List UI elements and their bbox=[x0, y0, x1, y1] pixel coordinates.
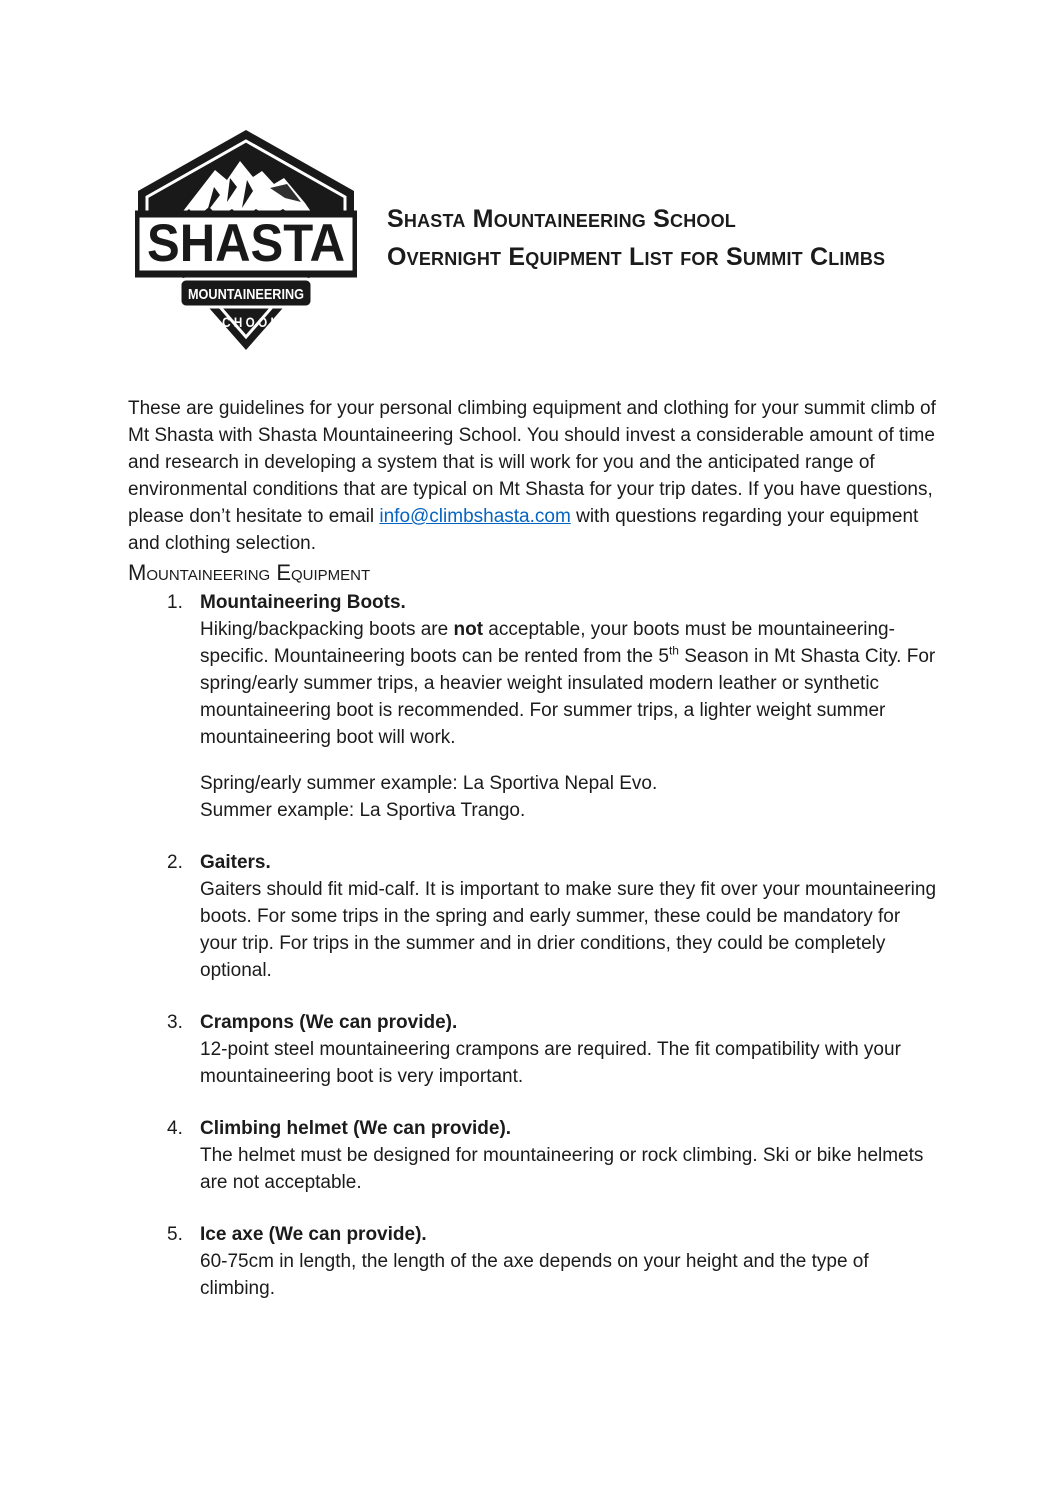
ordinal-superscript: th bbox=[668, 643, 679, 658]
shasta-logo bbox=[135, 128, 357, 352]
logo-subword-school: SCHOOL bbox=[211, 314, 281, 330]
item-body: Gaiters should fit mid-calf. It is important to make sure they fit over your mountaineering boots. For some trips in the spring and early summer, these could be mandatory for your trip. For trips in the summer and in drier conditions, they could be completely optional. bbox=[200, 879, 937, 981]
item-number: 1. bbox=[167, 592, 183, 613]
intro-paragraph bbox=[128, 395, 946, 557]
email-link[interactable]: info@climbshasta.com bbox=[379, 506, 571, 527]
item-title: Ice axe (We can provide). bbox=[200, 1224, 427, 1245]
item-body bbox=[200, 616, 940, 751]
equipment-list bbox=[128, 589, 948, 1327]
doc-title-line1: Shasta Mountaineering School bbox=[387, 205, 736, 233]
logo-subword-mountaineering: MOUNTAINEERING bbox=[188, 286, 304, 303]
equipment-item-2 bbox=[128, 849, 948, 984]
item-body-text: Season in Mt Shasta City. For spring/early summer trips, a heavier weight insulated modern leather or synthetic mountaineering boot is recommended. For summer trips, a lighter weight summer mountaineering boot will work. bbox=[200, 646, 936, 748]
section-heading-mountaineering-equipment: Mountaineering Equipment bbox=[128, 560, 371, 585]
equipment-item-3 bbox=[128, 1009, 948, 1090]
equipment-item-5 bbox=[128, 1221, 948, 1302]
intro-text-after: with questions regarding your equipment and clothing selection. bbox=[128, 506, 919, 554]
item-body-bold-text: not bbox=[453, 619, 484, 640]
item-title: Crampons (We can provide). bbox=[200, 1012, 458, 1033]
item-title: Mountaineering Boots. bbox=[200, 592, 406, 613]
example-line: Spring/early summer example: La Sportiva Nepal Evo. bbox=[200, 773, 658, 794]
item-number: 3. bbox=[167, 1012, 183, 1033]
item-body-text: acceptable, your boots must be mountaineering-specific. Mountaineering boots can be rented from the 5 bbox=[200, 619, 895, 667]
intro-text-before: These are guidelines for your personal climbing equipment and clothing for your summit climb of Mt Shasta with Shasta Mountaineering School. You should invest a considerable amount of time and research in developing a system that is will work for you and the anticipated range of environmental conditions that are typical on Mt Shasta for your trip dates. If you have questions, please don’t hesitate to email bbox=[128, 398, 936, 527]
item-examples bbox=[200, 770, 940, 824]
equipment-item-1 bbox=[128, 589, 948, 824]
logo-wordmark: SHASTA bbox=[147, 212, 345, 273]
title-block bbox=[387, 128, 885, 276]
item-body: 60-75cm in length, the length of the axe depends on your height and the type of climbing. bbox=[200, 1251, 869, 1299]
item-title: Climbing helmet (We can provide). bbox=[200, 1118, 512, 1139]
equipment-item-4 bbox=[128, 1115, 948, 1196]
item-number: 2. bbox=[167, 852, 183, 873]
item-body-text: Hiking/backpacking boots are bbox=[200, 619, 454, 640]
item-number: 4. bbox=[167, 1118, 183, 1139]
doc-title-line2: Overnight Equipment List for Summit Climbs bbox=[387, 243, 886, 271]
item-title: Gaiters. bbox=[200, 852, 271, 873]
item-body: 12-point steel mountaineering crampons are required. The fit compatibility with your mountaineering boot is very important. bbox=[200, 1039, 901, 1087]
item-body: The helmet must be designed for mountaineering or rock climbing. Ski or bike helmets are not acceptable. bbox=[200, 1145, 924, 1193]
item-number: 5. bbox=[167, 1224, 183, 1245]
document-header bbox=[135, 128, 885, 352]
example-line: Summer example: La Sportiva Trango. bbox=[200, 800, 526, 821]
